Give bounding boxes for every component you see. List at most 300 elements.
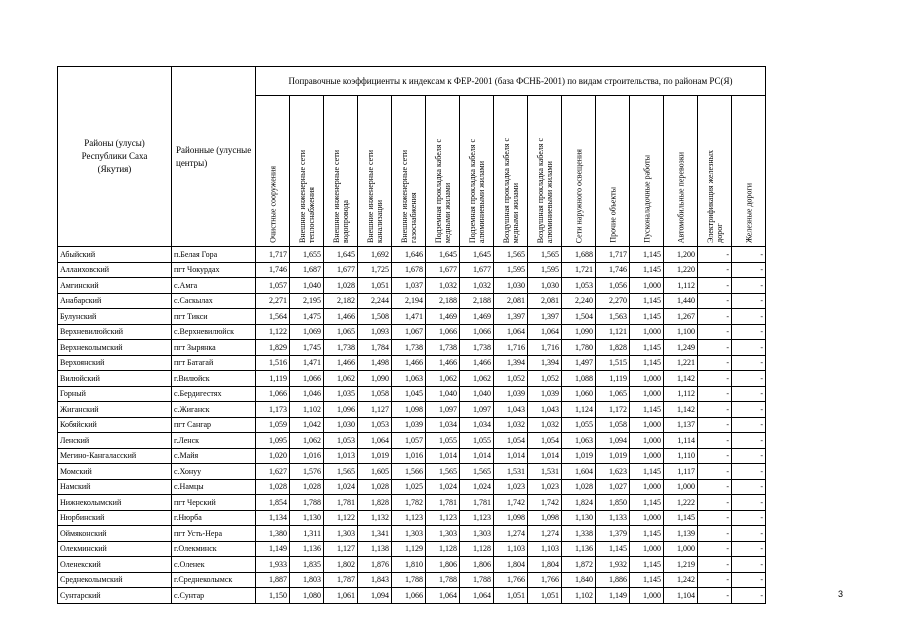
table-row bbox=[58, 293, 766, 309]
coefficient-cell: - bbox=[732, 402, 766, 418]
coefficient-cell: 1,112 bbox=[664, 278, 698, 294]
coefficient-cell: 1,098 bbox=[392, 402, 426, 418]
coefficient-cell: 1,051 bbox=[358, 278, 392, 294]
coefficient-cell: 1,788 bbox=[290, 495, 324, 511]
coefficient-cell: 1,024 bbox=[426, 479, 460, 495]
column-header-label: Внешние инженерные сети газоснабжения bbox=[399, 150, 418, 243]
coefficient-cell: 1,057 bbox=[256, 278, 290, 294]
coefficient-cell: 1,469 bbox=[426, 309, 460, 325]
coefficient-cell: 1,000 bbox=[630, 541, 664, 557]
coefficient-cell: 1,249 bbox=[664, 340, 698, 356]
coefficient-cell: 1,471 bbox=[392, 309, 426, 325]
column-header bbox=[664, 96, 698, 247]
coefficient-cell: 1,062 bbox=[426, 371, 460, 387]
coefficient-cell: 1,742 bbox=[494, 495, 528, 511]
coefficient-cell: 1,145 bbox=[630, 464, 664, 480]
ulus-name: Сунтарский bbox=[58, 588, 172, 604]
center-name: с.Жиганск bbox=[172, 402, 256, 418]
center-name: г.Олекминск bbox=[172, 541, 256, 557]
coefficient-cell: 1,000 bbox=[664, 479, 698, 495]
ulus-name: Аллаиховский bbox=[58, 262, 172, 278]
column-header-label: Прочие объекты bbox=[608, 187, 617, 243]
coefficient-cell: - bbox=[732, 417, 766, 433]
coefficient-cell: 1,394 bbox=[494, 355, 528, 371]
coefficient-cell: 1,030 bbox=[528, 278, 562, 294]
coefficient-cell: - bbox=[732, 448, 766, 464]
coefficient-cell: - bbox=[732, 572, 766, 588]
page-number: 3 bbox=[838, 589, 844, 599]
coefficient-cell: 1,380 bbox=[256, 526, 290, 542]
header-title: Поправочные коэффициенты к индексам к ФЕР-2001 (база ФСНБ-2001) по видам строительства, по районам РС(Я) bbox=[256, 67, 766, 96]
coefficient-cell: 1,645 bbox=[324, 247, 358, 263]
coefficient-cell: 1,824 bbox=[562, 495, 596, 511]
coefficient-cell: 1,000 bbox=[630, 386, 664, 402]
coefficient-cell: 1,220 bbox=[664, 262, 698, 278]
coefficient-cell: 1,469 bbox=[460, 309, 494, 325]
coefficient-cell: - bbox=[698, 495, 732, 511]
coefficient-cell: 1,564 bbox=[256, 309, 290, 325]
coefficient-cell: 1,766 bbox=[528, 572, 562, 588]
coefficient-cell: 1,112 bbox=[664, 386, 698, 402]
coefficient-cell: - bbox=[698, 541, 732, 557]
coefficient-cell: 1,102 bbox=[290, 402, 324, 418]
coefficient-cell: 1,066 bbox=[392, 588, 426, 604]
coefficient-cell: 1,066 bbox=[426, 324, 460, 340]
coefficient-cell: 1,094 bbox=[358, 588, 392, 604]
coefficient-cell: 1,117 bbox=[664, 464, 698, 480]
table-body bbox=[58, 247, 766, 604]
coefficient-cell: - bbox=[732, 340, 766, 356]
coefficient-cell: 1,128 bbox=[460, 541, 494, 557]
coefficient-cell: 2,271 bbox=[256, 293, 290, 309]
coefficient-cell: - bbox=[698, 262, 732, 278]
coefficient-cell: 1,023 bbox=[528, 479, 562, 495]
coefficient-cell: 1,565 bbox=[528, 247, 562, 263]
coefficient-cell: - bbox=[732, 557, 766, 573]
coefficient-cell: 1,055 bbox=[460, 433, 494, 449]
coefficient-cell: 1,303 bbox=[426, 526, 460, 542]
coefficient-cell: 1,840 bbox=[562, 572, 596, 588]
coefficient-cell: 1,142 bbox=[664, 371, 698, 387]
coefficient-cell: 1,137 bbox=[664, 417, 698, 433]
coefficient-cell: 1,104 bbox=[664, 588, 698, 604]
coefficient-cell: 1,014 bbox=[460, 448, 494, 464]
coefficient-cell: 1,605 bbox=[358, 464, 392, 480]
coefficient-cell: 1,531 bbox=[528, 464, 562, 480]
coefficient-cell: 1,466 bbox=[324, 309, 358, 325]
coefficient-cell: 1,028 bbox=[324, 278, 358, 294]
coefficient-cell: 1,064 bbox=[426, 588, 460, 604]
coefficient-cell: 1,090 bbox=[562, 324, 596, 340]
coefficient-cell: 1,056 bbox=[596, 278, 630, 294]
coefficient-cell: 1,065 bbox=[324, 324, 358, 340]
ulus-name: Нижнеколымский bbox=[58, 495, 172, 511]
ulus-name: Намский bbox=[58, 479, 172, 495]
center-name: с.Намцы bbox=[172, 479, 256, 495]
coefficient-cell: 2,244 bbox=[358, 293, 392, 309]
coefficient-cell: 1,062 bbox=[290, 433, 324, 449]
coefficient-cell: 1,130 bbox=[290, 510, 324, 526]
coefficient-cell: - bbox=[732, 324, 766, 340]
coefficient-cell: 1,103 bbox=[528, 541, 562, 557]
coefficient-cell: 1,128 bbox=[426, 541, 460, 557]
center-name: с.Майя bbox=[172, 448, 256, 464]
coefficient-cell: 1,053 bbox=[358, 417, 392, 433]
coefficient-cell: 1,129 bbox=[392, 541, 426, 557]
coefficient-cell: 1,097 bbox=[426, 402, 460, 418]
coefficient-cell: - bbox=[698, 588, 732, 604]
coefficient-cell: 1,098 bbox=[528, 510, 562, 526]
center-name: г.Ленск bbox=[172, 433, 256, 449]
coefficient-cell: 1,000 bbox=[630, 433, 664, 449]
coefficient-cell: - bbox=[732, 355, 766, 371]
coefficient-cell: 1,024 bbox=[460, 479, 494, 495]
coefficient-cell: 1,716 bbox=[494, 340, 528, 356]
ulus-name: Нюрбинский bbox=[58, 510, 172, 526]
ulus-name: Момский bbox=[58, 464, 172, 480]
coefficient-cell: 1,781 bbox=[324, 495, 358, 511]
coefficient-cell: 1,566 bbox=[392, 464, 426, 480]
coefficient-cell: - bbox=[698, 572, 732, 588]
coefficient-cell: 1,746 bbox=[256, 262, 290, 278]
coefficient-cell: 1,121 bbox=[596, 324, 630, 340]
coefficient-cell: 1,114 bbox=[664, 433, 698, 449]
coefficient-cell: 1,000 bbox=[630, 417, 664, 433]
ulus-name: Верхневилюйский bbox=[58, 324, 172, 340]
center-name: с.Верхневилюйск bbox=[172, 324, 256, 340]
coefficient-cell: 1,032 bbox=[528, 417, 562, 433]
coefficient-cell: 1,497 bbox=[562, 355, 596, 371]
column-header bbox=[426, 96, 460, 247]
table-row bbox=[58, 247, 766, 263]
coefficient-cell: 1,014 bbox=[528, 448, 562, 464]
coefficient-cell: 1,828 bbox=[596, 340, 630, 356]
coefficient-cell: 1,692 bbox=[358, 247, 392, 263]
coefficient-cell: 1,000 bbox=[630, 510, 664, 526]
coefficient-cell: 1,498 bbox=[358, 355, 392, 371]
column-header bbox=[290, 96, 324, 247]
coefficient-cell: 1,806 bbox=[460, 557, 494, 573]
column-header bbox=[392, 96, 426, 247]
coefficient-cell: 1,098 bbox=[494, 510, 528, 526]
coefficient-cell: 1,067 bbox=[392, 324, 426, 340]
coefficient-cell: 1,516 bbox=[256, 355, 290, 371]
coefficient-cell: 1,810 bbox=[392, 557, 426, 573]
coefficient-cell: 1,721 bbox=[562, 262, 596, 278]
coefficient-cell: 1,145 bbox=[630, 526, 664, 542]
center-name: пгт Тикси bbox=[172, 309, 256, 325]
coefficient-cell: 1,221 bbox=[664, 355, 698, 371]
coefficients-table bbox=[57, 66, 766, 604]
coefficient-cell: - bbox=[698, 417, 732, 433]
center-name: пгт Зырянка bbox=[172, 340, 256, 356]
coefficient-cell: 1,397 bbox=[494, 309, 528, 325]
ulus-name: Кобяйский bbox=[58, 417, 172, 433]
coefficient-cell: 1,136 bbox=[290, 541, 324, 557]
coefficient-cell: 1,145 bbox=[630, 557, 664, 573]
column-header bbox=[358, 96, 392, 247]
column-header bbox=[256, 96, 290, 247]
coefficient-cell: 1,303 bbox=[324, 526, 358, 542]
coefficient-cell: 1,000 bbox=[630, 479, 664, 495]
center-name: с.Амга bbox=[172, 278, 256, 294]
coefficient-cell: 1,787 bbox=[324, 572, 358, 588]
coefficient-cell: 1,172 bbox=[596, 402, 630, 418]
coefficient-cell: - bbox=[698, 278, 732, 294]
coefficient-cell: - bbox=[698, 324, 732, 340]
coefficient-cell: 1,057 bbox=[392, 433, 426, 449]
center-name: с.Бердигестях bbox=[172, 386, 256, 402]
center-name: г.Среднеколымск bbox=[172, 572, 256, 588]
coefficient-cell: 1,124 bbox=[562, 402, 596, 418]
coefficient-cell: 1,080 bbox=[290, 588, 324, 604]
coefficient-cell: 1,843 bbox=[358, 572, 392, 588]
column-header-label: Внешние инженерные сети канализации bbox=[365, 150, 384, 243]
coefficient-cell: 1,828 bbox=[358, 495, 392, 511]
coefficient-cell: 1,127 bbox=[324, 541, 358, 557]
coefficient-cell: 1,145 bbox=[664, 510, 698, 526]
coefficient-cell: 1,781 bbox=[460, 495, 494, 511]
table-row bbox=[58, 541, 766, 557]
ulus-name: Абыйский bbox=[58, 247, 172, 263]
column-header-label: Сети наружного освещения bbox=[574, 148, 583, 243]
coefficient-cell: 1,088 bbox=[562, 371, 596, 387]
column-header bbox=[732, 96, 766, 247]
coefficient-cell: 1,069 bbox=[290, 324, 324, 340]
coefficient-cell: 1,000 bbox=[664, 541, 698, 557]
coefficient-cell: 1,043 bbox=[494, 402, 528, 418]
coefficient-cell: 1,066 bbox=[256, 386, 290, 402]
coefficient-cell: 1,090 bbox=[358, 371, 392, 387]
coefficient-cell: 1,066 bbox=[460, 324, 494, 340]
coefficient-cell: - bbox=[732, 247, 766, 263]
coefficient-cell: 1,802 bbox=[324, 557, 358, 573]
center-name: пгт Черский bbox=[172, 495, 256, 511]
column-header bbox=[460, 96, 494, 247]
coefficient-cell: 1,123 bbox=[426, 510, 460, 526]
coefficient-cell: 1,274 bbox=[494, 526, 528, 542]
coefficient-cell: 2,240 bbox=[562, 293, 596, 309]
coefficient-cell: - bbox=[698, 510, 732, 526]
coefficient-cell: 1,102 bbox=[562, 588, 596, 604]
coefficient-cell: 1,303 bbox=[392, 526, 426, 542]
coefficient-cell: 1,397 bbox=[528, 309, 562, 325]
coefficient-cell: 1,000 bbox=[630, 324, 664, 340]
coefficient-cell: 1,504 bbox=[562, 309, 596, 325]
coefficient-cell: 1,065 bbox=[596, 386, 630, 402]
coefficient-cell: 1,145 bbox=[630, 572, 664, 588]
ulus-name: Горный bbox=[58, 386, 172, 402]
coefficient-cell: 1,563 bbox=[596, 309, 630, 325]
table-row bbox=[58, 340, 766, 356]
coefficient-cell: 1,780 bbox=[562, 340, 596, 356]
coefficient-cell: 1,032 bbox=[460, 278, 494, 294]
coefficient-cell: 1,023 bbox=[494, 479, 528, 495]
coefficient-cell: 1,595 bbox=[494, 262, 528, 278]
table-row bbox=[58, 324, 766, 340]
coefficient-cell: - bbox=[732, 293, 766, 309]
ulus-name: Вилюйский bbox=[58, 371, 172, 387]
coefficient-cell: 1,742 bbox=[528, 495, 562, 511]
coefficient-cell: 1,062 bbox=[460, 371, 494, 387]
coefficient-cell: 1,803 bbox=[290, 572, 324, 588]
coefficient-cell: 1,054 bbox=[528, 433, 562, 449]
coefficient-cell: 1,781 bbox=[426, 495, 460, 511]
column-header-label: Пусконаладочные работы bbox=[642, 155, 651, 243]
coefficient-cell: 1,145 bbox=[630, 495, 664, 511]
coefficient-cell: 1,145 bbox=[630, 247, 664, 263]
column-header-label: Воздушная прокладка кабеля с алюминиевыми жилами bbox=[535, 137, 554, 243]
table-row bbox=[58, 464, 766, 480]
coefficient-cell: 1,094 bbox=[596, 433, 630, 449]
coefficient-cell: 2,270 bbox=[596, 293, 630, 309]
coefficient-cell: 1,000 bbox=[630, 588, 664, 604]
coefficient-cell: 1,604 bbox=[562, 464, 596, 480]
center-name: г.Вилюйск bbox=[172, 371, 256, 387]
table-row bbox=[58, 510, 766, 526]
coefficient-cell: - bbox=[732, 464, 766, 480]
coefficient-cell: - bbox=[698, 386, 732, 402]
coefficient-cell: - bbox=[698, 557, 732, 573]
table-row bbox=[58, 371, 766, 387]
coefficient-cell: 1,565 bbox=[494, 247, 528, 263]
coefficient-cell: 1,139 bbox=[664, 526, 698, 542]
coefficient-cell: 1,471 bbox=[290, 355, 324, 371]
coefficient-cell: 1,145 bbox=[630, 340, 664, 356]
table-row bbox=[58, 278, 766, 294]
ulus-name: Жиганский bbox=[58, 402, 172, 418]
coefficient-cell: 1,677 bbox=[460, 262, 494, 278]
column-header-label: Подземная прокладка кабеля с медными жилами bbox=[433, 138, 452, 243]
coefficient-cell: 1,804 bbox=[494, 557, 528, 573]
coefficient-cell: 1,145 bbox=[630, 293, 664, 309]
coefficient-cell: - bbox=[732, 278, 766, 294]
coefficient-cell: 1,466 bbox=[426, 355, 460, 371]
coefficient-cell: 1,716 bbox=[528, 340, 562, 356]
coefficient-cell: 1,932 bbox=[596, 557, 630, 573]
coefficient-cell: 1,058 bbox=[596, 417, 630, 433]
ulus-name: Булунский bbox=[58, 309, 172, 325]
coefficient-cell: 1,379 bbox=[596, 526, 630, 542]
column-header-label: Внешние инженерные сети водопровода bbox=[331, 150, 350, 243]
table-row bbox=[58, 526, 766, 542]
column-header bbox=[596, 96, 630, 247]
coefficient-cell: 1,053 bbox=[562, 278, 596, 294]
coefficient-cell: 1,725 bbox=[358, 262, 392, 278]
coefficient-cell: 1,040 bbox=[426, 386, 460, 402]
coefficient-cell: 1,000 bbox=[630, 278, 664, 294]
table-row bbox=[58, 448, 766, 464]
table-row bbox=[58, 402, 766, 418]
coefficient-cell: 1,040 bbox=[290, 278, 324, 294]
coefficient-cell: - bbox=[698, 293, 732, 309]
coefficient-cell: - bbox=[732, 541, 766, 557]
coefficient-cell: 1,646 bbox=[392, 247, 426, 263]
coefficient-cell: - bbox=[732, 588, 766, 604]
ulus-name: Среднеколымский bbox=[58, 572, 172, 588]
coefficient-cell: - bbox=[732, 479, 766, 495]
coefficient-cell: 2,188 bbox=[460, 293, 494, 309]
coefficient-cell: 1,053 bbox=[324, 433, 358, 449]
coefficient-cell: 1,039 bbox=[392, 417, 426, 433]
coefficient-cell: 1,717 bbox=[256, 247, 290, 263]
coefficient-cell: 1,051 bbox=[528, 588, 562, 604]
coefficient-cell: 1,688 bbox=[562, 247, 596, 263]
coefficient-cell: 1,576 bbox=[290, 464, 324, 480]
coefficient-cell: 1,024 bbox=[324, 479, 358, 495]
coefficient-cell: 1,123 bbox=[460, 510, 494, 526]
coefficient-cell: 1,042 bbox=[290, 417, 324, 433]
coefficient-cell: 1,222 bbox=[664, 495, 698, 511]
coefficient-cell: 1,746 bbox=[596, 262, 630, 278]
column-header bbox=[630, 96, 664, 247]
coefficient-cell: 2,081 bbox=[494, 293, 528, 309]
coefficient-cell: 1,052 bbox=[528, 371, 562, 387]
coefficient-cell: 1,850 bbox=[596, 495, 630, 511]
coefficient-cell: 1,096 bbox=[324, 402, 358, 418]
coefficient-cell: 1,886 bbox=[596, 572, 630, 588]
coefficient-cell: 1,872 bbox=[562, 557, 596, 573]
column-header bbox=[698, 96, 732, 247]
coefficient-cell: 1,097 bbox=[460, 402, 494, 418]
coefficient-cell: 1,149 bbox=[256, 541, 290, 557]
coefficient-cell: 1,045 bbox=[392, 386, 426, 402]
coefficient-cell: 1,242 bbox=[664, 572, 698, 588]
center-name: г.Нюрба bbox=[172, 510, 256, 526]
coefficient-cell: 1,466 bbox=[460, 355, 494, 371]
coefficient-cell: 2,195 bbox=[290, 293, 324, 309]
coefficient-cell: - bbox=[698, 247, 732, 263]
coefficient-cell: 1,064 bbox=[460, 588, 494, 604]
coefficient-cell: 1,064 bbox=[528, 324, 562, 340]
center-name: пгт Чокурдах bbox=[172, 262, 256, 278]
center-name: с.Сунтар bbox=[172, 588, 256, 604]
coefficient-cell: 1,030 bbox=[494, 278, 528, 294]
coefficient-cell: 1,145 bbox=[630, 355, 664, 371]
column-header bbox=[494, 96, 528, 247]
coefficient-cell: 1,515 bbox=[596, 355, 630, 371]
ulus-name: Ленский bbox=[58, 433, 172, 449]
coefficient-cell: 1,466 bbox=[324, 355, 358, 371]
coefficient-cell: - bbox=[732, 510, 766, 526]
coefficient-cell: 1,766 bbox=[494, 572, 528, 588]
coefficient-cell: 1,039 bbox=[494, 386, 528, 402]
coefficient-cell: 1,127 bbox=[358, 402, 392, 418]
coefficient-cell: 1,119 bbox=[256, 371, 290, 387]
coefficient-cell: 1,123 bbox=[392, 510, 426, 526]
coefficient-cell: 1,475 bbox=[290, 309, 324, 325]
column-header-label: Автомобильные перевозки bbox=[676, 151, 685, 243]
coefficient-cell: 1,677 bbox=[324, 262, 358, 278]
coefficient-cell: - bbox=[732, 309, 766, 325]
coefficient-cell: 1,788 bbox=[392, 572, 426, 588]
coefficient-cell: 1,134 bbox=[256, 510, 290, 526]
column-header-label: Железные дороги bbox=[744, 183, 753, 243]
ulus-name: Верхоянский bbox=[58, 355, 172, 371]
coefficient-cell: 1,466 bbox=[392, 355, 426, 371]
coefficient-cell: 1,145 bbox=[596, 541, 630, 557]
column-header bbox=[528, 96, 562, 247]
coefficient-cell: - bbox=[732, 262, 766, 278]
coefficient-cell: - bbox=[732, 433, 766, 449]
coefficient-cell: 2,194 bbox=[392, 293, 426, 309]
coefficient-cell: 1,030 bbox=[324, 417, 358, 433]
coefficient-cell: 1,311 bbox=[290, 526, 324, 542]
coefficient-cell: 1,043 bbox=[528, 402, 562, 418]
coefficient-cell: 1,788 bbox=[426, 572, 460, 588]
coefficient-cell: 1,341 bbox=[358, 526, 392, 542]
coefficient-cell: 1,887 bbox=[256, 572, 290, 588]
